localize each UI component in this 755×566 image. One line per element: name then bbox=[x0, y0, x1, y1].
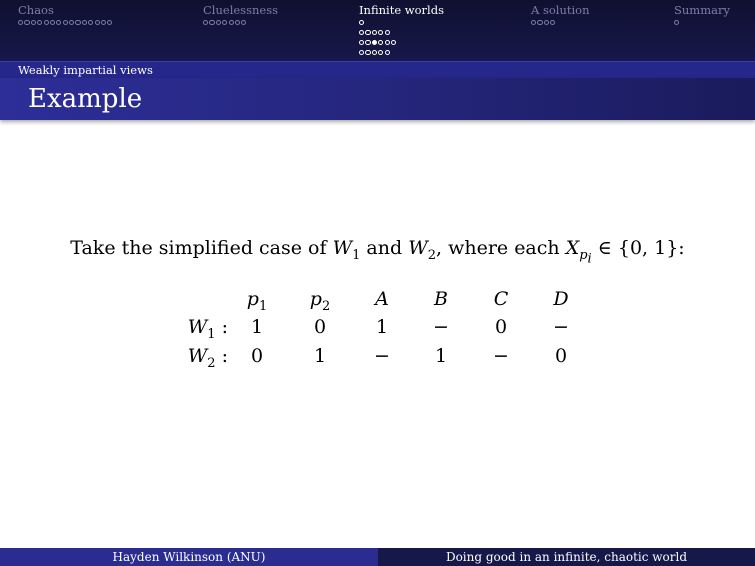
slide-dot[interactable] bbox=[37, 20, 42, 25]
table-cell: 0 bbox=[554, 345, 568, 367]
slide-dot[interactable] bbox=[209, 20, 214, 25]
footer-author: Hayden Wilkinson (ANU) bbox=[0, 548, 378, 566]
section-navigation bbox=[0, 0, 755, 61]
slide-dot[interactable] bbox=[531, 20, 536, 25]
frame-title-bar bbox=[0, 78, 755, 120]
table-cell: 0 bbox=[313, 316, 327, 338]
nav-section-label: Chaos bbox=[18, 3, 54, 17]
table-cell: 1 bbox=[313, 345, 327, 367]
slide-dot[interactable] bbox=[385, 30, 390, 35]
slide-dot[interactable] bbox=[222, 20, 227, 25]
slide-dot[interactable] bbox=[378, 30, 383, 35]
table-cell: − bbox=[374, 345, 390, 367]
slide-dot[interactable] bbox=[229, 20, 234, 25]
table-cell: 1 bbox=[375, 316, 389, 338]
nav-section-summary[interactable] bbox=[674, 3, 730, 27]
table-header: B bbox=[434, 288, 448, 310]
slide-dot[interactable] bbox=[537, 20, 542, 25]
slide-dot[interactable] bbox=[544, 20, 549, 25]
table-cell: 1 bbox=[434, 345, 448, 367]
nav-section-label: Infinite worlds bbox=[359, 3, 444, 17]
table-cell: 1 bbox=[250, 316, 264, 338]
slide-dot[interactable] bbox=[88, 20, 93, 25]
nav-dots-row bbox=[359, 28, 444, 37]
nav-section-label: Cluelessness bbox=[203, 3, 278, 17]
frame-title: Example bbox=[28, 84, 143, 114]
table-header: D bbox=[553, 288, 569, 310]
slide-dot[interactable] bbox=[359, 40, 364, 45]
slide-dot[interactable] bbox=[50, 20, 55, 25]
statement-set: ∈ {0, 1}: bbox=[591, 237, 685, 259]
slide-dot[interactable] bbox=[235, 20, 240, 25]
slide-dot[interactable] bbox=[31, 20, 36, 25]
table-cell: 0 bbox=[494, 316, 508, 338]
slide-dot[interactable] bbox=[75, 20, 80, 25]
slide-dot[interactable] bbox=[63, 20, 68, 25]
slide-dot[interactable] bbox=[241, 20, 246, 25]
slide-dot[interactable] bbox=[378, 50, 383, 55]
slide-dot[interactable] bbox=[359, 30, 364, 35]
statement-prefix: Take the simplified case of bbox=[70, 237, 333, 259]
slide-dot[interactable] bbox=[385, 50, 390, 55]
table-cell: − bbox=[433, 316, 449, 338]
nav-dots bbox=[18, 18, 112, 27]
slide-dot[interactable] bbox=[550, 20, 555, 25]
table-row-label: $W_2$ : bbox=[187, 345, 228, 371]
nav-dots bbox=[203, 18, 278, 27]
slide-dot[interactable] bbox=[69, 20, 74, 25]
slide-dot[interactable] bbox=[24, 20, 29, 25]
slide-dot[interactable] bbox=[203, 20, 208, 25]
statement-mid: , where each bbox=[436, 237, 566, 259]
slide-dot[interactable] bbox=[674, 20, 679, 25]
world-index: 2 bbox=[427, 247, 436, 263]
slide-dot[interactable] bbox=[56, 20, 61, 25]
table-header: A bbox=[375, 288, 389, 310]
world-symbol: W bbox=[408, 237, 428, 259]
slide-dot[interactable] bbox=[385, 40, 390, 45]
table-header: $p_2$ bbox=[309, 288, 331, 314]
slide-dot[interactable] bbox=[372, 50, 377, 55]
example-statement bbox=[0, 234, 755, 267]
person-symbol: p bbox=[579, 247, 588, 263]
table-cell: 0 bbox=[250, 345, 264, 367]
slide-dot[interactable] bbox=[44, 20, 49, 25]
nav-section-cluelessness[interactable] bbox=[203, 3, 278, 27]
nav-dots-row bbox=[203, 18, 278, 27]
current-slide-dot[interactable] bbox=[372, 40, 377, 45]
nav-dots bbox=[359, 18, 444, 57]
person-index: i bbox=[587, 251, 592, 267]
slide-dot[interactable] bbox=[107, 20, 112, 25]
nav-section-label: A solution bbox=[531, 3, 590, 17]
world-symbol: W bbox=[332, 237, 353, 259]
table-cell: − bbox=[493, 345, 509, 367]
table-header: C bbox=[493, 288, 509, 310]
nav-dots-row bbox=[359, 38, 444, 47]
nav-section-label: Summary bbox=[674, 3, 730, 17]
slide-dot[interactable] bbox=[101, 20, 106, 25]
subsection-bar bbox=[0, 61, 755, 78]
table-header: $p_1$ bbox=[246, 288, 268, 314]
slide-dot[interactable] bbox=[365, 40, 370, 45]
nav-dots-row bbox=[359, 48, 444, 57]
footer-talk-title: Doing good in an infinite, chaotic world bbox=[378, 548, 755, 566]
nav-dots-row bbox=[18, 18, 112, 27]
nav-section-chaos[interactable] bbox=[18, 3, 112, 27]
slide-dot[interactable] bbox=[378, 40, 383, 45]
slide-dot[interactable] bbox=[365, 30, 370, 35]
nav-dots bbox=[674, 18, 730, 27]
slide-dot[interactable] bbox=[18, 20, 23, 25]
table-row-label: $W_1$ : bbox=[187, 316, 228, 342]
slide-dot[interactable] bbox=[372, 30, 377, 35]
nav-dots bbox=[531, 18, 590, 27]
nav-section-infinite-worlds[interactable] bbox=[359, 3, 444, 57]
nav-section-a-solution[interactable] bbox=[531, 3, 590, 27]
slide-dot[interactable] bbox=[391, 40, 396, 45]
slide-dot[interactable] bbox=[359, 20, 364, 25]
slide-dot[interactable] bbox=[216, 20, 221, 25]
statement-and: and bbox=[360, 237, 409, 259]
slide-dot[interactable] bbox=[359, 50, 364, 55]
slide-dot[interactable] bbox=[82, 20, 87, 25]
nav-dots-row bbox=[359, 18, 444, 27]
nav-dots-row bbox=[674, 18, 730, 27]
slide-dot[interactable] bbox=[365, 50, 370, 55]
table-cell: − bbox=[553, 316, 569, 338]
subsection-title: Weakly impartial views bbox=[18, 63, 153, 77]
world-index: 1 bbox=[352, 247, 361, 263]
nav-dots-row bbox=[531, 18, 590, 27]
variable-symbol: X bbox=[565, 237, 580, 259]
slide-dot[interactable] bbox=[95, 20, 100, 25]
